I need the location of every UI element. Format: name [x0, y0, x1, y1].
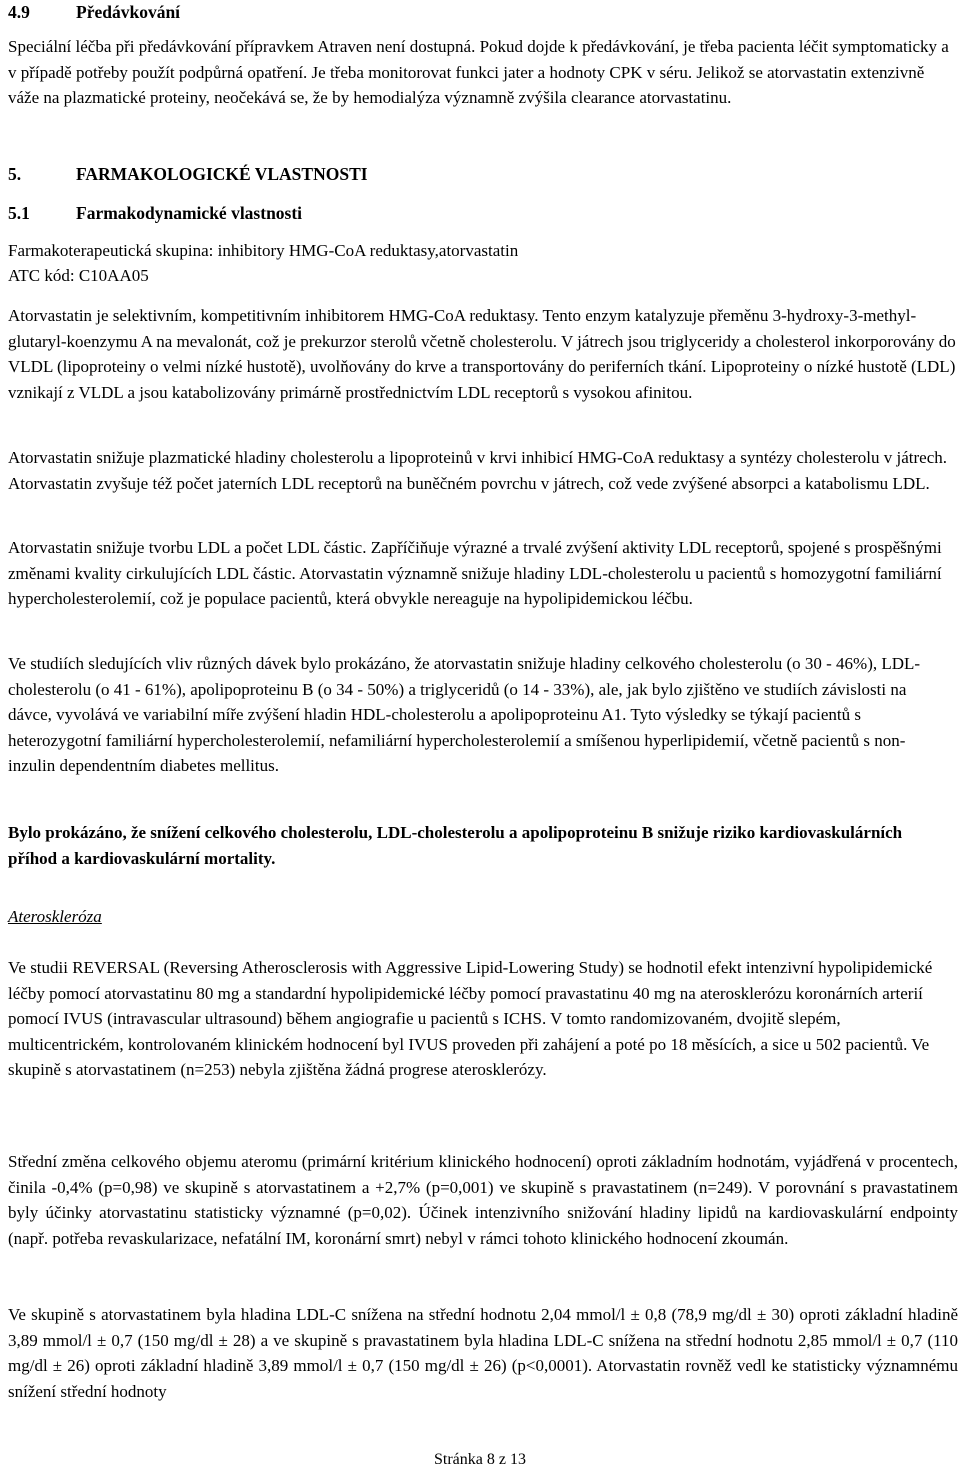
section-title: FARMAKOLOGICKÉ VLASTNOSTI: [76, 164, 368, 184]
risk-reduction-statement: Bylo prokázáno, že snížení celkového cholesterolu, LDL-cholesterolu a apolipoproteinu B snižuje riziko kardiovaskulárních příhod a kardiovaskulární mortality.: [8, 823, 903, 868]
section-number: 5.1: [8, 203, 30, 223]
reversal-study-paragraph: Ve studii REVERSAL (Reversing Atherosclerosis with Aggressive Lipid-Lowering Study) se hodnotil efekt intenzivní hypolipidemické léčby pomocí atorvastatinu 80 mg a standardní hypolipidemické léčby pomocí pravastatinu 40 mg na aterosklerózu koronárních arterií pomocí IVUS (intravascular ultrasound) během angiografie u pacientů s ICHS. V tomto randomizovaném, dvojitě slepém, multicentrickém, kontrolovaném klinickém hodnocení byl IVUS proveden při zahájení a poté po 18 měsících, a sice u 502 pacientů. Ve skupině s atorvastatinem (n=253) nebyla zjištěna žádná progrese aterosklerózy.: [8, 958, 933, 1079]
dose-studies-paragraph: Ve studiích sledujících vliv různých dávek bylo prokázáno, že atorvastatin snižuje hladiny celkového cholesterolu (o 30 - 46%), LDL-cholesterolu (o 41 - 61%), apolipoproteinu B (o 34 - 50%) a triglyceridů (o 14 - 33%), ale, jak bylo zjištěno ve studiích závislosti na dávce, vyvolává ve variabilní míře zvýšení hladin HDL-cholesterolu a apolipoproteinu A1. Tyto výsledky se týkají pacientů s heterozygotní familiární hypercholesterolemií, nefamiliární hypercholesterolemií a smíšenou hyperlipidemií, včetně pacientů s non-inzulin dependentním diabetes mellitus.: [8, 654, 921, 775]
overdose-paragraph: Speciální léčba při předávkování přípravkem Atraven není dostupná. Pokud dojde k předávkování, je třeba pacienta léčit symptomaticky a v případě potřeby použít podpůrná opatření. Je třeba monitorovat funkci jater a hodnoty CPK v séru. Jelikož se atorvastatin extenzivně váže na plazmatické proteiny, neočekává se, že by hemodialýza významně zvýšila clearance atorvastatinu.: [8, 37, 949, 107]
pharmacotherapeutic-group: Farmakoterapeutická skupina: inhibitory HMG-CoA reduktasy,atorvastatin: [8, 241, 519, 260]
effect-paragraph: Atorvastatin snižuje plazmatické hladiny cholesterolu a lipoproteinů v krvi inhibicí HMG-CoA reduktasy a syntézy cholesterolu v játrech. Atorvastatin zvyšuje též počet jaterních LDL receptorů na buněčném povrchu v játrech, což vede zvýšené absorpci a katabolismu LDL.: [8, 448, 948, 493]
section-title: Farmakodynamické vlastnosti: [76, 203, 303, 223]
section-4-9-heading: [8, 0, 180, 24]
section-number: 4.9: [8, 2, 30, 22]
atheroma-volume-paragraph: Střední změna celkového objemu ateromu (primární kritérium klinického hodnocení) oproti základním hodnotám, vyjádřená v procentech, činila -0,4% (p=0,98) ve skupině s atorvastatinem a +2,7% (p=0,001) ve skupině s pravastatinem (n=249). V porovnání s pravastatinem byly účinky atorvastatinu statisticky významné (p=0,02). Účinek intenzivního snižování hladiny lipidů na kardiovaskulární endpointy (např. potřeba revaskularizace, nefatální IM, koronární smrt) nebyl v rámci tohoto klinického hodnocení zkoumán.: [8, 1152, 958, 1248]
mechanism-paragraph: Atorvastatin je selektivním, kompetitivním inhibitorem HMG-CoA reduktasy. Tento enzym katalyzuje přeměnu 3-hydroxy-3-methyl-glutaryl-koenzymu A na mevalonát, což je prekurzor sterolů včetně cholesterolu. V játrech jsou triglyceridy a cholesterol inkorporovány do VLDL (lipoproteiny o velmi nízké hustotě), uvolňovány do krve a transportovány do periferních tkání. Lipoproteiny o nízké hustotě (LDL) vznikají z VLDL a jsou katabolizovány primárně prostřednictvím LDL receptorů s vysokou afinitou.: [8, 306, 956, 402]
section-number: 5.: [8, 164, 22, 184]
page-footer: Stránka 8 z 13: [434, 1451, 526, 1468]
ldl-c-results-paragraph: Ve skupině s atorvastatinem byla hladina LDL-C snížena na střední hodnotu 2,04 mmol/l ± 0,8 (78,9 mg/dl ± 30) oproti základní hladině 3,89 mmol/l ± 0,7 (150 mg/dl ± 28) a ve skupině s pravastatinem byla hladina LDL-C snížena na střední hodnotu 2,85 mmol/l ± 0,7 (110 mg/dl ± 26) oproti základní hladině 3,89 mmol/l ± 0,7 (150 mg/dl ± 26) (p<0,0001). Atorvastatin rovněž vedl ke statisticky významnému snížení střední hodnoty: [8, 1305, 958, 1401]
atherosclerosis-subheading: Ateroskleróza: [8, 907, 102, 926]
section-5-1-heading: [8, 201, 302, 225]
section-5-heading: [8, 162, 368, 186]
section-title: Předávkování: [76, 2, 181, 22]
atc-code: ATC kód: C10AA05: [8, 266, 149, 285]
ldl-paragraph: Atorvastatin snižuje tvorbu LDL a počet LDL částic. Zapříčiňuje výrazné a trvalé zvýšení aktivity LDL receptorů, spojené s prospěšnými změnami kvality cirkulujících LDL částic. Atorvastatin významně snižuje hladiny LDL-cholesterolu u pacientů s homozygotní familiární hypercholesterolemií, což je populace pacientů, která obvykle nereaguje na hypolipidemickou léčbu.: [8, 538, 942, 608]
